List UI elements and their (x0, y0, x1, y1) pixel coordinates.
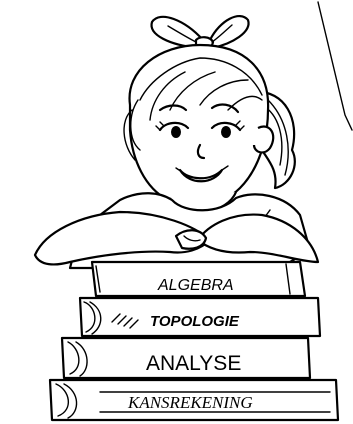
book-analyse (62, 338, 310, 378)
book-title-kansrekening: KANSREKENING (128, 393, 253, 412)
background-frame-line (318, 2, 352, 130)
hand-left (176, 230, 206, 248)
book-algebra (92, 262, 305, 296)
book-topologie (80, 298, 320, 336)
book-title-topologie: TOPOLOGIE (150, 313, 239, 330)
book-title-algebra: ALGEBRA (158, 277, 234, 294)
book-title-analyse: ANALYSE (146, 352, 242, 375)
book-kansrekening (50, 380, 338, 420)
